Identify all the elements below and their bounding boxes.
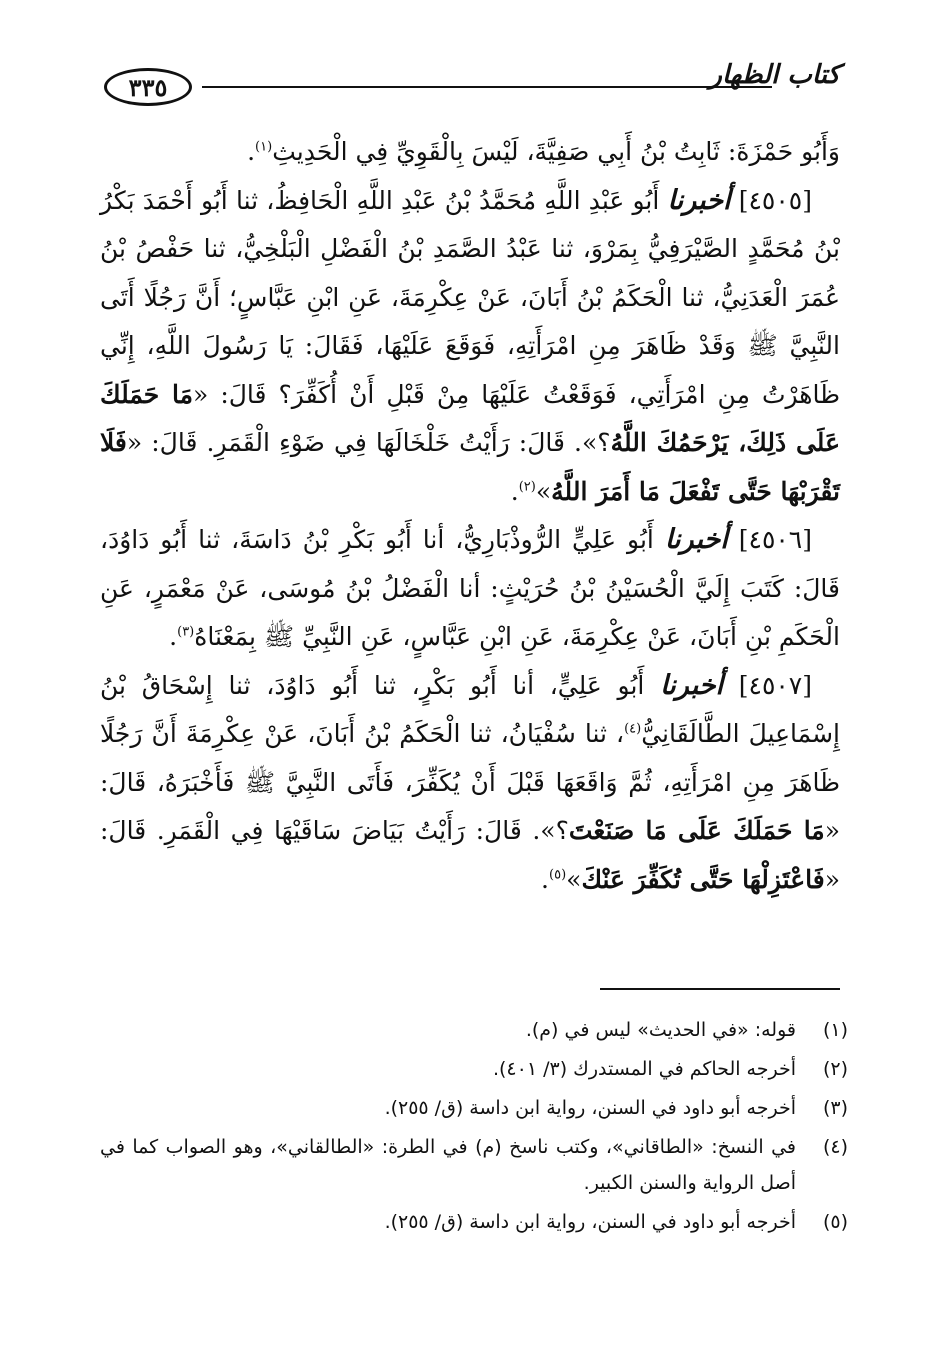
hadith-text: » [535,476,552,506]
footnote [100,1129,848,1201]
footnote [100,1204,848,1240]
header-rule [202,86,772,88]
paragraph-end: . [510,476,519,506]
page-header [100,60,840,120]
footnote-number: (٣) [822,1097,848,1119]
hadith-number: [٤٥٠٦] [738,525,812,554]
footnote-number: (٤) [822,1136,848,1158]
hadith-text: ؟». قَالَ: رَأَيْتُ خَلْخَالَهَا فِي ضَوْءِ الْقَمَرِ. قَالَ: « [126,428,611,457]
hadith-text: أَبُو عَبْدِ اللَّهِ مُحَمَّدُ بْنُ عَبْدِ اللَّهِ الْحَافِظُ، ثنا أَبُو أَحْمَدَ بَكْرُ بْنُ مُحَمَّدٍ الصَّيْرَفِيُّ بِمَرْوَ، ثنا عَبْدُ الصَّمَدِ بْنُ الْفَضْلِ الْبَلْخِيُّ، ثنا حَفْصُ بْنُ عُمَرَ الْعَدَنِيُّ، ثنا الْحَكَمُ بْنُ أَبَانَ، عَنْ عِكْرِمَةَ، عَنِ ابْنِ عَبَّاسٍ؛ أَنَّ رَجُلًا أَتَى النَّبِيَّ ﷺ وَقَدْ ظَاهَرَ مِنِ امْرَأَتِهِ، فَوَقَعَ عَلَيْهَا، فَقَالَ: يَا رَسُولَ اللَّهِ، إِنِّي ظَاهَرْتُ مِنِ امْرَأَتِي، فَوَقَعْتُ عَلَيْهَا مِنْ قَبْلِ أَنْ أُكَفِّرَ؟ قَالَ: « [100,185,840,409]
footnote-text: قوله: «في الحديث» ليس في (م). [525,1019,796,1041]
footnote-text: أخرجه الحاكم في المستدرك (٣/ ٤٠١). [492,1058,796,1080]
hadith-number: [٤٥٠٧] [738,670,812,700]
footnote [100,1051,848,1087]
footnote-text: في النسخ: «الطاقاني»، وكتب ناسخ (م) في الطرة: «الطالقاني»، وهو الصواب كما في أصل الرواية والسنن الكبير. [100,1136,796,1194]
footnotes [100,1012,848,1243]
running-title: كتاب الظهار [709,60,840,90]
hadith-text: ، ثنا سُفْيَانُ، ثنا الْحَكَمُ بْنُ أَبَانَ، عَنْ عِكْرِمَةَ أَنَّ رَجُلًا ظَاهَرَ مِنِ امْرَأَتِهِ، ثُمَّ وَاقَعَهَا قَبْلَ أَنْ يُكَفِّرَ، فَأَتَى النَّبِيَّ ﷺ فَأَخْبَرَهُ، قَالَ: « [100,719,840,845]
hadith-text: أَبُو عَلِيٍّ الرُّوذْبَارِيُّ، أنا أَبُو بَكْرِ بْنُ دَاسَةَ، ثنا أَبُو دَاوُدَ، قَالَ: كَتَبَ إِلَيَّ الْحُسَيْنُ بْنُ حُرَيْثٍ: أنا الْفَضْلُ بْنُ مُوسَى، عَنْ مَعْمَرٍ، عَنِ الْحَكَمِ بْنِ أَبَانَ، عَنْ عِكْرِمَةَ، عَنِ ابْنِ عَبَّاسٍ، عَنِ النَّبِيِّ ﷺ بِمَعْنَاهُ [100,525,840,651]
paragraph-end: . [169,622,178,651]
page-number: ٣٣٥ [104,68,192,106]
hadith-text: » [566,864,582,894]
paragraph-end: . [541,864,549,894]
paragraph-text: وَأَبُو حَمْزَةَ: ثَابِتُ بْنُ أَبِي صَفِيَّةَ، لَيْسَ بِالْقَوِيِّ فِي الْحَدِيثِ [272,137,840,166]
footnote [100,1090,848,1126]
hadith-text: ؟». قَالَ: رَأَيْتُ بَيَاضَ سَاقَيْهَا فِي الْقَمَرِ. قَالَ: « [100,816,840,894]
hadith-label: أخبرنا [664,524,728,555]
prophetic-saying: مَا حَمَلَكَ عَلَى ذَلِكَ، يَرْحَمُكَ اللَّهُ [100,379,840,457]
footnote-separator [600,988,840,990]
footnote-number: (٢) [822,1058,848,1080]
footnote [100,1012,848,1048]
footnote-ref: (٤) [624,721,642,737]
main-text [100,128,840,904]
prophetic-saying: فَلَا تَقْرَبْهَا حَتَّى تَفْعَلَ مَا أَمَرَ اللَّهُ [100,428,840,506]
footnote-ref: (٥) [549,867,567,883]
footnote-text: أخرجه أبو داود في السنن، رواية ابن داسة (ق/ ٢٥٥). [384,1211,796,1233]
hadith-4506 [100,516,840,662]
prophetic-saying: مَا حَمَلَكَ عَلَى مَا صَنَعْتَ [568,816,825,845]
hadith-label: أخبرنا [660,669,724,701]
footnote-number: (٥) [822,1211,848,1233]
hadith-text: أَبُو عَلِيٍّ، أنا أَبُو بَكْرٍ، ثنا أَبُو دَاوُدَ، ثنا إِسْحَاقُ بْنُ إِسْمَاعِيلَ الطَّالَقَانِيُّ [100,670,840,748]
hadith-number: [٤٥٠٥] [738,185,812,215]
footnote-text: أخرجه أبو داود في السنن، رواية ابن داسة (ق/ ٢٥٥). [384,1097,796,1119]
footnote-number: (١) [822,1019,848,1041]
prophetic-saying: فَاعْتَزِلْهَا حَتَّى تُكَفِّرَ عَنْكَ [581,864,825,894]
hadith-4505 [100,177,840,517]
footnote-ref: (٢) [518,479,536,495]
hadith-4507 [100,662,840,905]
paragraph-end: . [247,137,256,166]
footnote-ref: (١) [255,139,273,155]
hadith-label: أخبرنا [667,184,731,216]
footnote-ref: (٣) [177,624,195,640]
paragraph-narrator-note [100,128,840,177]
